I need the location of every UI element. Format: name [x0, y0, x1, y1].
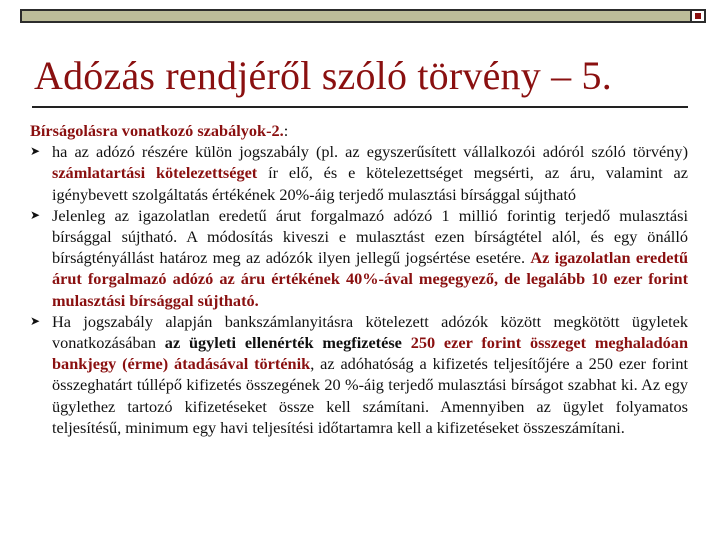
slide-body [30, 120, 688, 438]
item-text: ha az adózó részére külön jogszabály (pl. az egyszerűsített vállalkozói adóról szóló törvény) [52, 142, 688, 162]
top-decor-bar [20, 9, 706, 23]
item-text: Jelenleg az igazolatlan eredetű árut forgalmazó adózó 1 millió forintig terjedő mulasztási bírsággal sújtható. A módosítás kiveszi e mulasztást ezen bírságtétel alól, és egy önálló bírságtényállást határoz meg az adózók ilyen jellegű jogsértése esetére. [52, 205, 688, 268]
title-divider [32, 106, 688, 108]
item-text: , az adóhatóság a kifizetés teljesítőjére a 250 ezer forint összeghatárt túllépő kifizetés összegének 20 %-áig terjedő mulasztási bírságot szabhat ki. Az egy ügylethez tartozó kifizetéseket össze kell számítani. Amennyiben az ügylet folyamatos teljesítésű, minimum egy havi teljesítési időtartamra kell a kifizetéseket összeszámítani. [52, 354, 689, 437]
list-item [30, 141, 688, 205]
item-emphasis: az ügyleti ellenérték megfizetése [164, 333, 402, 353]
list-item [30, 311, 688, 438]
item-highlight: számlatartási kötelezettséget [52, 163, 258, 183]
bullet-list [30, 141, 688, 438]
arrowhead-bullet-icon: ➤ [30, 313, 41, 328]
item-text: ír elő, és e kötelezettséget megsérti, az áru, valamint az igénybevett szolgáltatás értékének 20%-áig terjedő mulasztási bírsággal sújtható [52, 163, 689, 204]
list-item [30, 205, 688, 311]
corner-square-icon [690, 9, 706, 23]
slide-title: Adózás rendjéről szóló törvény – 5. [34, 53, 612, 98]
item-highlight: 250 ezer forint összeget meghaladóan bankjegy (érme) átadásával történik [52, 333, 689, 374]
item-text: Ha jogszabály alapján bankszámlanyitásra kötelezett adózók között megkötött ügyletek vonatkozásában [52, 311, 688, 353]
item-highlight: Az igazolatlan eredetű árut forgalmazó adózó az áru értékének 40%-ával megegyező, de legalább 10 ezer forint mulasztási bírsággal sújtható. [52, 248, 688, 310]
section-heading-text: Bírságolásra vonatkozó szabályok-2. [30, 121, 284, 140]
arrowhead-bullet-icon: ➤ [30, 144, 41, 159]
arrowhead-bullet-icon: ➤ [30, 207, 41, 222]
section-heading-colon: : [283, 121, 289, 140]
section-heading [30, 120, 688, 141]
